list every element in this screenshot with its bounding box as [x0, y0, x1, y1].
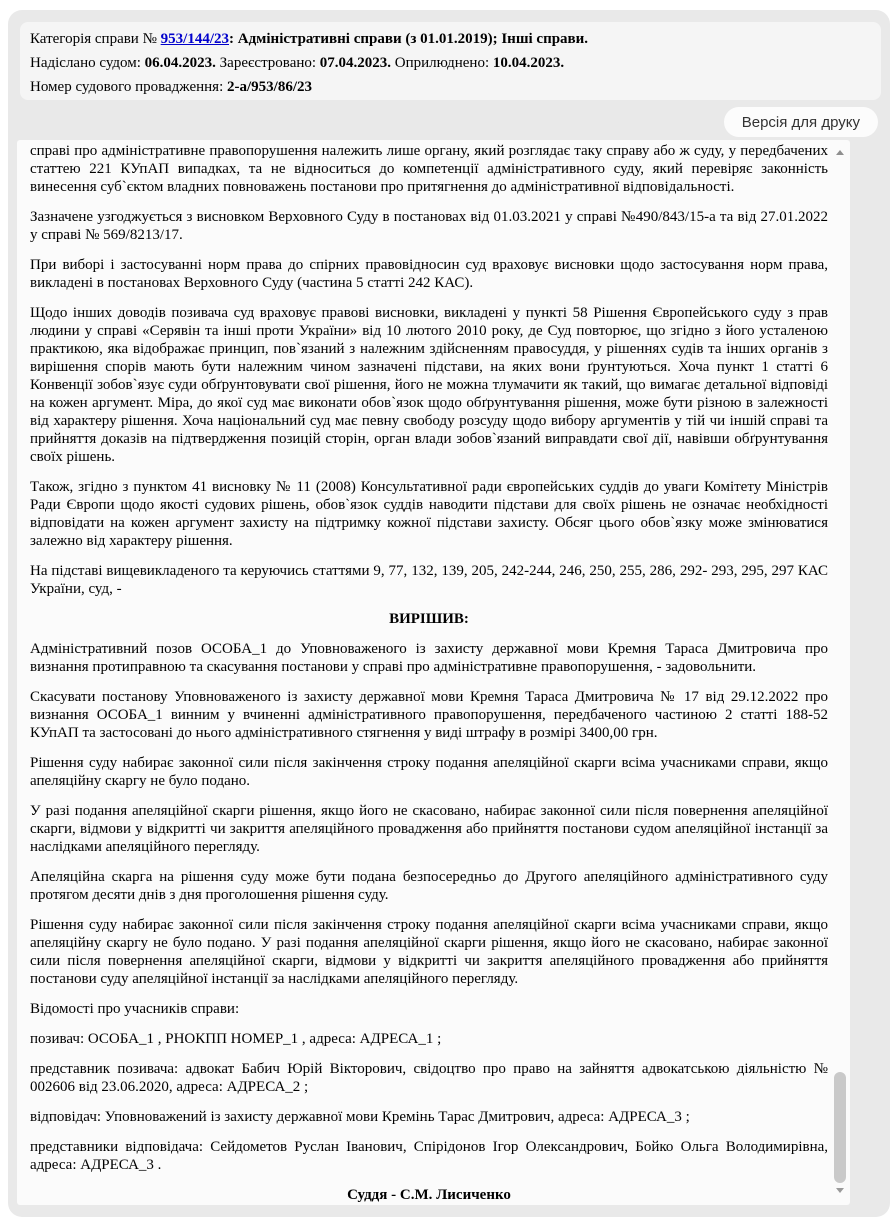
sent-date: 06.04.2023.	[144, 55, 216, 71]
print-version-button[interactable]: Версія для друку	[724, 107, 878, 137]
scroll-down-arrow-icon[interactable]	[836, 1188, 844, 1193]
decision-paragraph: Зазначене узгоджується з висновком Верховного Суду в постановах від 01.03.2021 у справі №490/843/15-а та від 27.01.2022 у справі № 569/8213/17.	[30, 209, 828, 243]
registered-label: Зареєстровано:	[219, 55, 317, 71]
decision-paragraph: Щодо інших доводів позивача суд враховує правові висновки, викладені у пункті 58 Рішення Європейського суду з прав людини у справі «Серявін та інші проти України» від 10 лютого 2010 року, де Суд повторює, що згідно з його усталеною практикою, яка відображає принцип, пов`язаний з належним здійсненням правосуддя, у рішеннях судів та інших органів з вирішення спорів мають бути належним чином зазначені підстави, на яких вони ґрунтуються. Хоча пункт 1 статті 6 Конвенції зобов`язує суди обґрунтовувати свої рішення, його не можна тлумачити як такий, що вимагає детальної відповіді на кожен аргумент. Міра, до якої суд має виконати обов`язок щодо обґрунтування рішення, може бути різною в залежності від характеру рішення. Хоча національний суд має певну свободу розсуду щодо вибору аргументів у тій чи іншій справі та прийняття доказів на підтвердження позицій сторін, орган влади зобов`язаний виправдати свої дії, навівши обґрунтування своїх рішень.	[30, 305, 828, 465]
decision-paragraph: Відомості про учасників справи:	[30, 1001, 240, 1017]
case-info-panel	[20, 22, 881, 100]
scroll-up-arrow-icon[interactable]	[836, 150, 844, 155]
case-number-link[interactable]: 953/144/23	[160, 31, 229, 47]
vertical-scrollbar[interactable]	[833, 140, 847, 1205]
decision-paragraph: справі про адміністративне правопорушення належить лише органу, який розглядає таку справу або ж суду, у передбачених статтею 221 КУпАП випадках, та не відноситься до компетенції адміністративного суду, який перевіряє законність винесення суб`єктом владних повноважень постанови про притягнення до адміністративної відповідальності.	[30, 143, 828, 195]
decision-paragraph: При виборі і застосуванні норм права до спірних правовідносин суд враховує висновки щодо застосування норм права, викладені в постановах Верховного Суду (частина 5 статті 242 КАС).	[30, 257, 828, 291]
decision-card	[8, 10, 890, 1217]
published-date: 10.04.2023.	[492, 55, 565, 71]
decision-paragraph: позивач: ОСОБА_1 , РНОКПП НОМЕР_1 , адреса: АДРЕСА_1 ;	[30, 1031, 442, 1047]
judge-signature: Суддя - С.М. Лисиченко	[347, 1187, 511, 1203]
decision-paragraph: Рішення суду набирає законної сили після закінчення строку подання апеляційної скарги всіма учасниками справи, якщо апеляційну скаргу не було подано. У разі подання апеляційної скарги рішення, якщо його не скасовано, набирає законної сили після повернення апеляційної скарги, відмови у відкритті чи закриття апеляційного провадження або прийняття постанови суду апеляційної інстанції за наслідками апеляційного перегляду.	[30, 917, 828, 987]
decision-paragraph: Апеляційна скарга на рішення суду може бути подана безпосередньо до Другого апеляційного адміністративного суду протягом десяти днів з дня проголошення рішення суду.	[30, 869, 828, 903]
decision-paragraph: У разі подання апеляційної скарги рішення, якщо його не скасовано, набирає законної сили після повернення апеляційної скарги, відмови у відкритті чи закриття апеляційного провадження або прийняття постанови судом апеляційної інстанції за наслідками апеляційного перегляду.	[30, 803, 828, 855]
decision-paragraph: Скасувати постанову Уповноваженого із захисту державної мови Кремня Тараса Дмитровича № 17 від 29.12.2022 про визнання ОСОБА_1 винним у вчиненні адміністративного правопорушення, передбаченого частиною 2 статті 188-52 КУпАП та застосовані до нього адміністративного стягнення у виді штрафу в розмірі 3400,00 грн.	[30, 689, 828, 741]
published-label: Оприлюднено:	[394, 55, 490, 71]
case-category-label: Категорія справи №	[30, 31, 157, 47]
decision-paragraph: Також, згідно з пунктом 41 висновку № 11 (2008) Консультативної ради європейських суддів до уваги Комітету Міністрів Ради Європи щодо якості судових рішень, обов`язок суддів наводити підстави для своїх рішень не означає необхідності відповідати на кожен аргумент захисту на підтримку кожної підстави захисту. Обсяг цього обов`язку може змінюватися залежно від характеру рішення.	[30, 479, 828, 549]
resolution-heading: ВИРІШИВ:	[389, 611, 469, 627]
decision-paragraph: На підставі вищевикладеного та керуючись статтями 9, 77, 132, 139, 205, 242-244, 246, 250, 255, 286, 292- 293, 295, 297 КАС України, суд, -	[30, 563, 828, 597]
decision-text-viewer[interactable]	[17, 140, 850, 1205]
registered-date: 07.04.2023.	[319, 55, 392, 71]
scrollbar-thumb[interactable]	[834, 1072, 846, 1183]
decision-paragraph: відповідач: Уповноважений із захисту державної мови Кремінь Тарас Дмитрович, адреса: АДРЕСА_3 ;	[30, 1109, 690, 1125]
case-category-line	[30, 27, 869, 51]
decision-text	[17, 140, 850, 1205]
decision-paragraph: Рішення суду набирає законної сили після закінчення строку подання апеляційної скарги всіма учасниками справи, якщо апеляційну скаргу не було подано.	[30, 755, 828, 789]
decision-paragraph: представники відповідача: Сейдометов Руслан Іванович, Спірідонов Ігор Олександрович, Бойко Ольга Володимирівна, адреса: АДРЕСА_3 .	[30, 1139, 828, 1173]
decision-paragraph: Адміністративний позов ОСОБА_1 до Уповноваженого із захисту державної мови Кремня Тараса Дмитровича про визнання протиправною та скасування постанови у справі про адміністративне правопорушення, - задовольнити.	[30, 641, 828, 675]
decision-paragraph: представник позивача: адвокат Бабич Юрій Вікторович, свідоцтво про право на зайняття адвокатською діяльністю № 002606 від 23.06.2020, адреса: АДРЕСА_2 ;	[30, 1061, 828, 1095]
case-proceeding-line	[30, 75, 869, 99]
sent-label: Надіслано судом:	[30, 55, 141, 71]
case-dates-line	[30, 51, 869, 75]
case-category-value: : Адміністративні справи (з 01.01.2019); Інші справи.	[229, 31, 589, 47]
proceeding-label: Номер судового провадження:	[30, 79, 224, 95]
proceeding-number: 2-а/953/86/23	[227, 79, 312, 95]
